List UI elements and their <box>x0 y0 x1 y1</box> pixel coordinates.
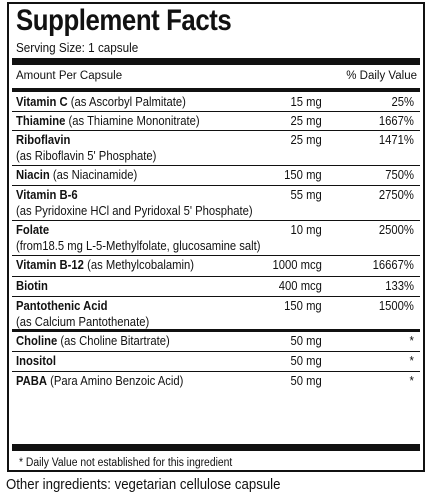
nutrient-name <box>16 279 48 293</box>
nutrient-name-bold: Inositol <box>16 354 57 368</box>
nutrient-name-bold: Vitamin B-6 <box>16 188 78 202</box>
nutrient-row <box>12 297 420 332</box>
nutrient-amount: 25 mg <box>290 114 322 128</box>
nutrient-amount: 55 mg <box>290 188 322 202</box>
panel-title: Supplement Facts <box>16 4 232 37</box>
nutrient-amount: 1000 mcg <box>272 258 322 272</box>
supplement-facts-panel <box>7 2 425 472</box>
nutrient-daily-value: 1667% <box>378 114 414 128</box>
nutrient-row <box>12 186 420 221</box>
nutrient-source: (as Methylcobalamin) <box>83 258 194 272</box>
other-ingredients: Other ingredients: vegetarian cellulose capsule <box>6 476 281 493</box>
nutrient-name <box>16 334 170 348</box>
nutrient-name <box>16 133 70 147</box>
nutrient-amount: 10 mg <box>290 223 322 237</box>
nutrient-row <box>12 112 420 131</box>
nutrient-row <box>12 221 420 256</box>
nutrient-name <box>16 299 107 313</box>
nutrient-daily-value: 25% <box>391 95 414 109</box>
nutrient-name <box>16 374 183 388</box>
nutrient-row <box>12 131 420 166</box>
nutrient-daily-value: * <box>409 374 414 388</box>
nutrient-row <box>12 256 420 277</box>
nutrient-name-bold: Folate <box>16 223 50 237</box>
column-header <box>16 68 417 86</box>
nutrient-name <box>16 168 137 182</box>
nutrient-source: (as Niacinamide) <box>49 168 138 182</box>
nutrient-name <box>16 114 200 128</box>
nutrient-row <box>12 352 420 372</box>
nutrient-name-bold: Pantothenic Acid <box>16 299 108 313</box>
nutrient-daily-value: 133% <box>385 279 414 293</box>
nutrient-name-bold: Thiamine <box>16 114 66 128</box>
divider-thick-bottom <box>12 444 420 451</box>
nutrient-name-bold: Choline <box>16 334 58 348</box>
daily-value-header: % Daily Value <box>346 70 417 82</box>
nutrient-row <box>12 166 420 186</box>
nutrient-amount: 150 mg <box>284 168 322 182</box>
nutrient-daily-value: * <box>409 334 414 348</box>
nutrient-name <box>16 258 194 272</box>
nutrient-amount: 50 mg <box>290 334 322 348</box>
nutrient-amount: 150 mg <box>284 299 322 313</box>
nutrient-amount: 25 mg <box>290 133 322 147</box>
nutrient-daily-value: * <box>409 354 414 368</box>
nutrient-amount: 400 mcg <box>278 279 322 293</box>
nutrient-source: (Para Amino Benzoic Acid) <box>47 374 184 388</box>
nutrient-daily-value: 2750% <box>378 188 414 202</box>
daily-value-footnote: * Daily Value not established for this ingredient <box>19 457 233 469</box>
divider-header <box>12 88 420 92</box>
nutrient-name-bold: PABA <box>16 374 48 388</box>
nutrient-source-line2: (as Pyridoxine HCl and Pyridoxal 5' Phosphate) <box>16 204 253 218</box>
divider-thick-top <box>12 58 420 65</box>
nutrient-daily-value: 1471% <box>378 133 414 147</box>
nutrient-row <box>12 277 420 297</box>
nutrient-row <box>12 372 420 392</box>
nutrient-amount: 50 mg <box>290 354 322 368</box>
nutrient-name-bold: Riboflavin <box>16 133 71 147</box>
nutrient-name <box>16 354 56 368</box>
nutrient-name-bold: Vitamin C <box>16 95 68 109</box>
nutrient-name <box>16 188 78 202</box>
nutrient-daily-value: 1500% <box>378 299 414 313</box>
nutrient-name <box>16 95 186 109</box>
nutrient-name <box>16 223 49 237</box>
nutrient-daily-value: 750% <box>385 168 414 182</box>
nutrient-amount: 50 mg <box>290 374 322 388</box>
nutrient-source-line2: (as Riboflavin 5' Phosphate) <box>16 149 157 163</box>
nutrient-name-bold: Niacin <box>16 168 50 182</box>
nutrient-source-line2: (as Calcium Pantothenate) <box>16 315 150 329</box>
nutrient-source: (as Choline Bitartrate) <box>57 334 170 348</box>
nutrient-source-line2: (from18.5 mg L-5-Methylfolate, glucosamine salt) <box>16 239 261 253</box>
nutrient-daily-value: 2500% <box>378 223 414 237</box>
nutrient-source: (as Ascorbyl Palmitate) <box>67 95 186 109</box>
nutrient-name-bold: Biotin <box>16 279 48 293</box>
nutrient-daily-value: 16667% <box>372 258 414 272</box>
amount-per-capsule-header: Amount Per Capsule <box>16 70 123 82</box>
nutrient-row <box>12 93 420 112</box>
nutrient-source: (as Thiamine Mononitrate) <box>65 114 200 128</box>
serving-size: Serving Size: 1 capsule <box>16 40 139 55</box>
nutrient-amount: 15 mg <box>290 95 322 109</box>
nutrient-name-bold: Vitamin B-12 <box>16 258 84 272</box>
nutrient-row <box>12 332 420 352</box>
